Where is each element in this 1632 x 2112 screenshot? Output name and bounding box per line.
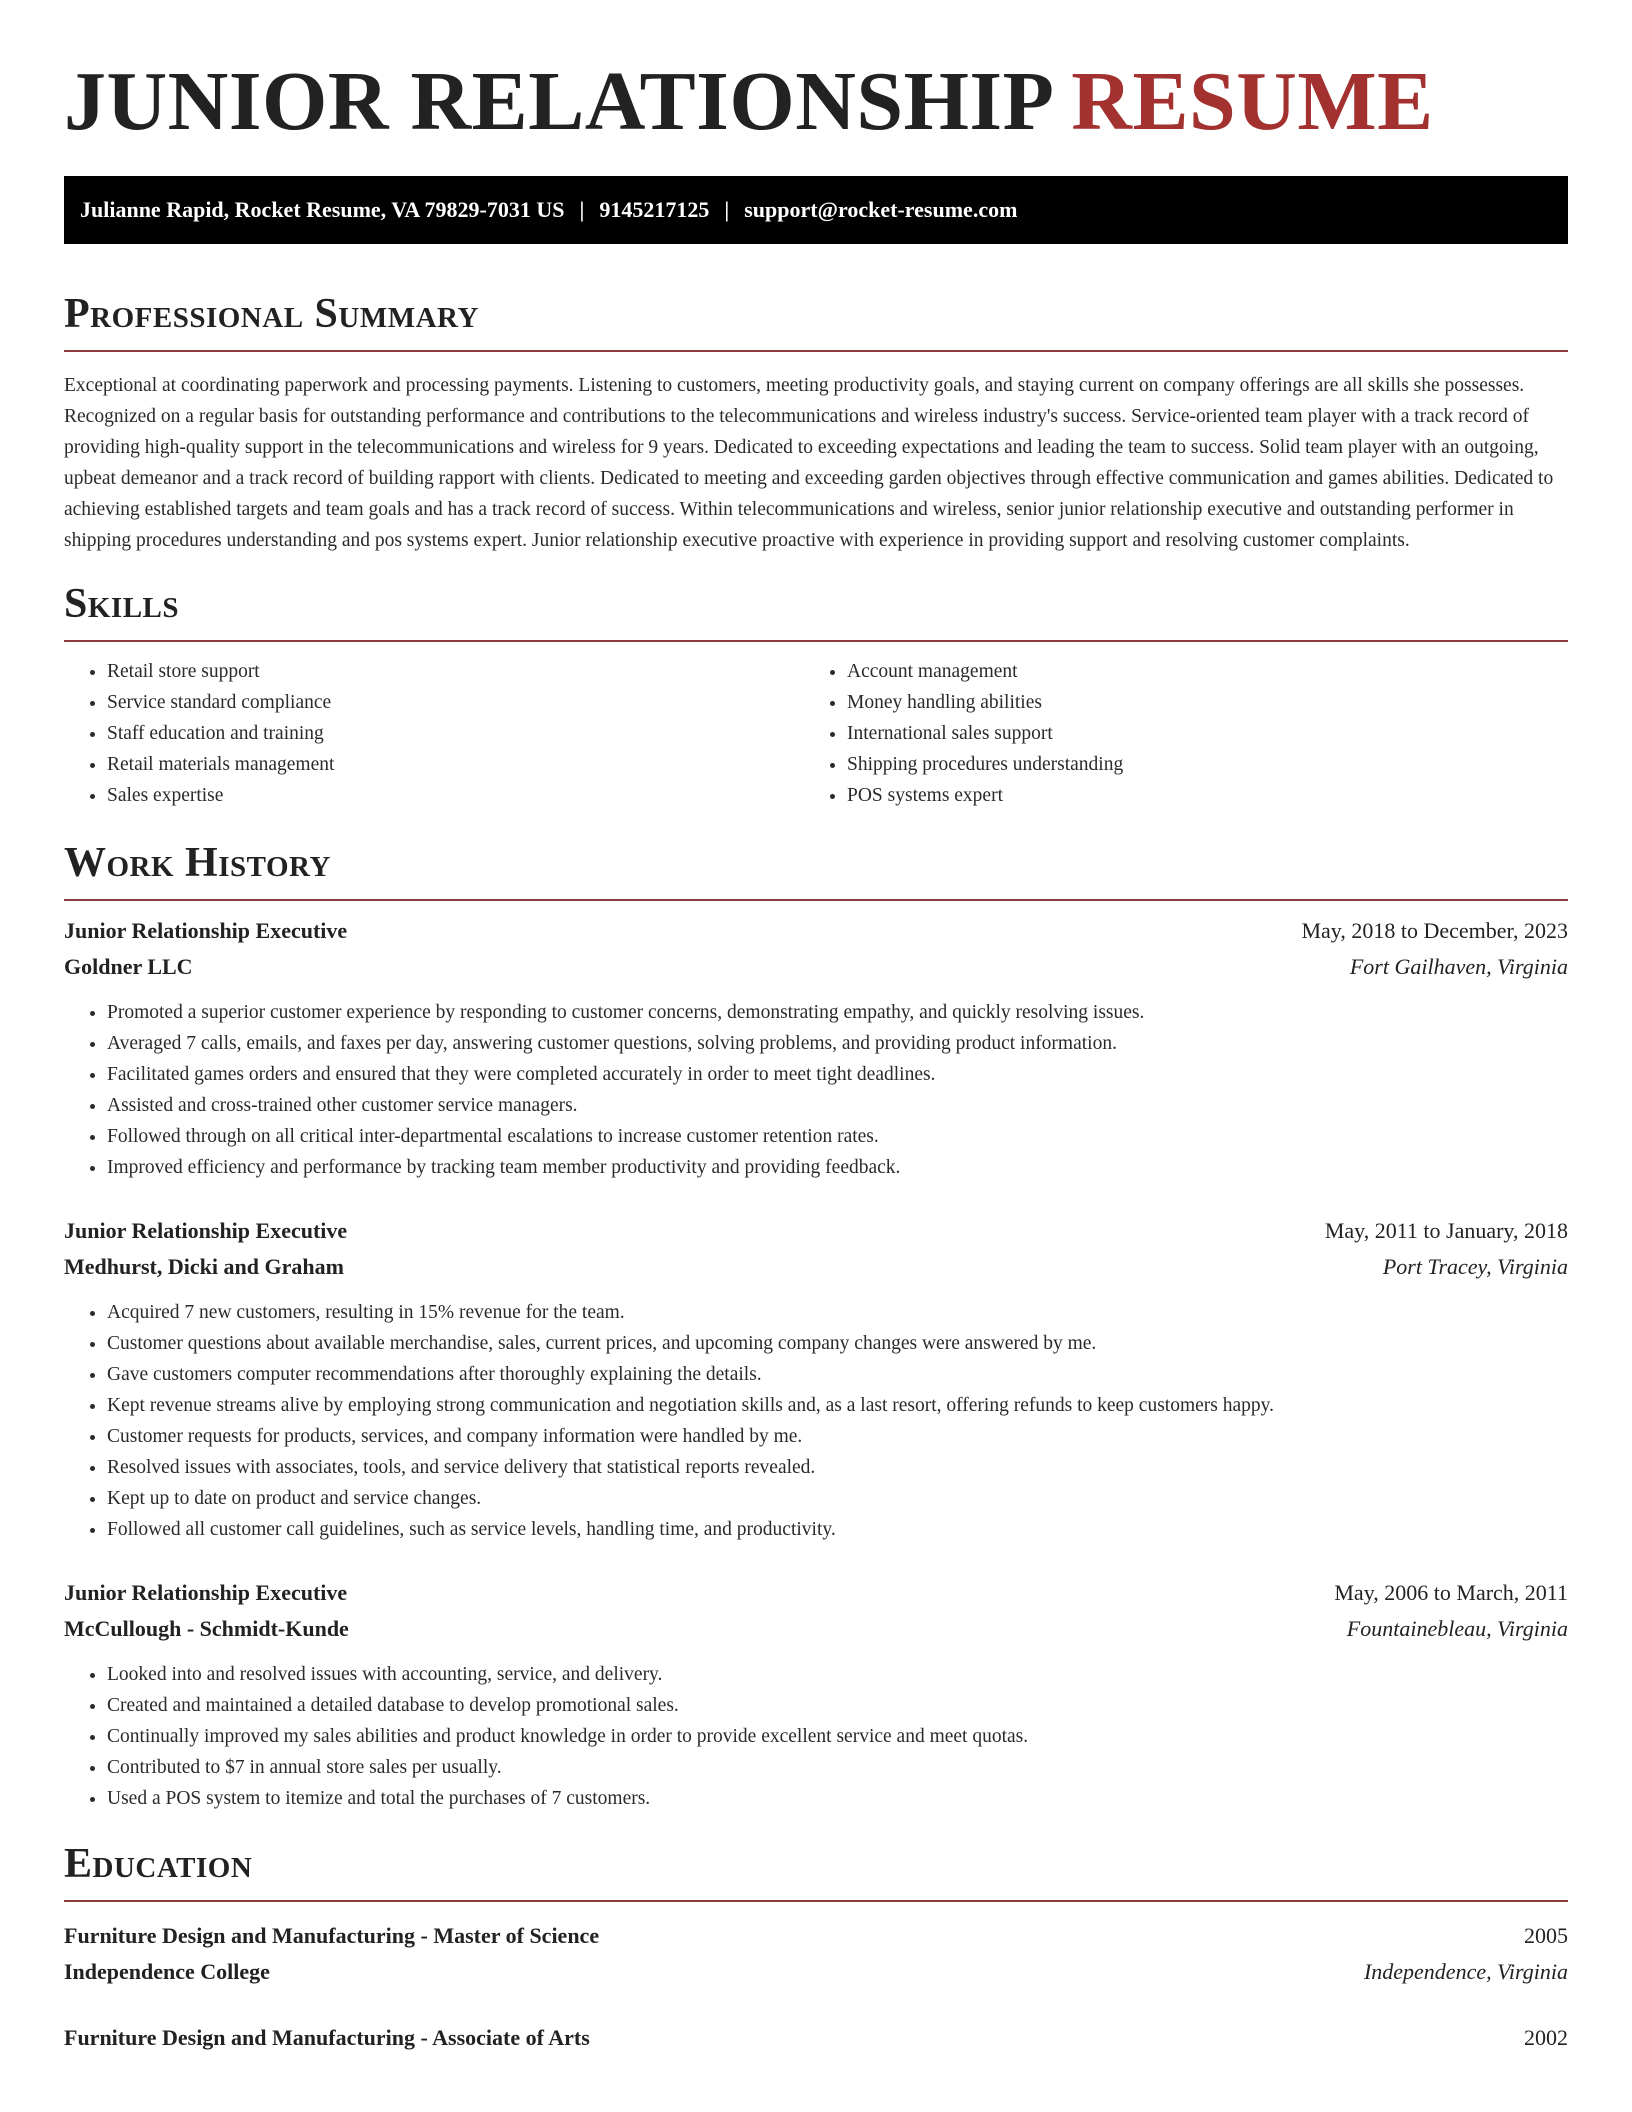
job-bullets (64, 1297, 1568, 1545)
job-bullet: • Acquired 7 new customers, resulting in 15% revenue for the team. (107, 1297, 1568, 1328)
skill-item: • Account management (847, 656, 1544, 687)
job-title: Junior Relationship Executive (64, 1580, 348, 1605)
job-bullet: • Facilitated games orders and ensured that they were completed accurately in order to meet tight deadlines. (107, 1059, 1568, 1090)
resume-title (64, 0, 1568, 152)
job-bullet: • Resolved issues with associates, tools, and service delivery that statistical reports revealed. (107, 1452, 1568, 1483)
contact-separator: | (579, 197, 585, 222)
job-dates: May, 2018 to December, 2023 (1301, 918, 1568, 943)
section-divider (64, 899, 1568, 901)
job-bullet: • Averaged 7 calls, emails, and faxes per day, answering customer questions, solving problems, and providing product information. (107, 1028, 1568, 1059)
education-header (64, 2020, 1568, 2056)
contact-email: support@rocket-resume.com (744, 197, 1018, 222)
contact-phone: 9145217125 (599, 197, 710, 222)
education-school: Independence College (64, 1959, 270, 1984)
skill-item: • Service standard compliance (107, 687, 804, 718)
skill-item: • Staff education and training (107, 718, 804, 749)
education-entry (64, 2020, 1568, 2056)
job-company: Medhurst, Dicki and Graham (64, 1254, 344, 1279)
section-divider (64, 640, 1568, 642)
job-title: Junior Relationship Executive (64, 918, 348, 943)
job-bullet: • Assisted and cross-trained other customer service managers. (107, 1090, 1568, 1121)
skill-item: • Money handling abilities (847, 687, 1544, 718)
job-bullet: • Contributed to $7 in annual store sales per usually. (107, 1752, 1568, 1783)
job-company: McCullough - Schmidt-Kunde (64, 1616, 349, 1641)
job-bullet: • Customer questions about available merchandise, sales, current prices, and upcoming company changes were answered by me. (107, 1328, 1568, 1359)
job-entry (64, 1575, 1568, 1814)
summary-text: Exceptional at coordinating paperwork and processing payments. Listening to customers, meeting productivity goals, and staying current on company offerings are all skills she possesses. Recognized on a regular basis for outstanding performance and contributions to the telecommunications and wireless industry's success. Service-oriented team player with a track record of providing high-quality support in the telecommunications and wireless for 9 years. Dedicated to exceeding expectations and leading the team to success. Solid team player with an outgoing, upbeat demeanor and a track record of building rapport with clients. Dedicated to meeting and exceeding garden objectives through effective communication and games abilities. Dedicated to achieving established targets and team goals and has a track record of success. Within telecommunications and wireless, senior junior relationship executive and outstanding performer in shipping procedures understanding and pos systems expert. Junior relationship executive proactive with experience in providing support and resolving customer complaints. (64, 375, 1554, 551)
job-entry (64, 1213, 1568, 1545)
title-primary: JUNIOR RELATIONSHIP (64, 55, 1050, 148)
job-bullet: • Kept revenue streams alive by employing strong communication and negotiation skills and, as a last resort, offering refunds to keep customers happy. (107, 1390, 1568, 1421)
work-heading: Work History (64, 840, 331, 886)
job-bullet: • Customer requests for products, services, and company information were handled by me. (107, 1421, 1568, 1452)
skills-list-right (804, 656, 1544, 811)
education-location: Independence, Virginia (1363, 1959, 1568, 1984)
job-dates: May, 2006 to March, 2011 (1334, 1580, 1568, 1605)
job-subheader (64, 949, 1568, 985)
education-header (64, 1918, 1568, 1954)
job-bullet: • Created and maintained a detailed database to develop promotional sales. (107, 1690, 1568, 1721)
skill-item: • Shipping procedures understanding (847, 749, 1544, 780)
contact-bar (64, 176, 1568, 244)
education-entry (64, 1918, 1568, 1990)
job-location: Fountainebleau, Virginia (1346, 1616, 1568, 1641)
job-bullet: • Used a POS system to itemize and total the purchases of 7 customers. (107, 1783, 1568, 1814)
resume-page (64, 0, 1568, 2056)
job-company: Goldner LLC (64, 954, 193, 979)
section-divider (64, 350, 1568, 352)
job-location: Port Tracey, Virginia (1382, 1254, 1568, 1279)
job-bullets (64, 997, 1568, 1183)
job-header (64, 1575, 1568, 1611)
contact-separator: | (724, 197, 730, 222)
education-subheader (64, 1954, 1568, 1990)
job-bullet: • Improved efficiency and performance by tracking team member productivity and providing feedback. (107, 1152, 1568, 1183)
job-location: Fort Gailhaven, Virginia (1349, 954, 1568, 979)
job-subheader (64, 1249, 1568, 1285)
skill-item: • POS systems expert (847, 780, 1544, 811)
education-section (64, 1838, 1568, 2056)
education-year: 2005 (1524, 1923, 1568, 1948)
job-bullet: • Looked into and resolved issues with accounting, service, and delivery. (107, 1659, 1568, 1690)
job-title: Junior Relationship Executive (64, 1218, 348, 1243)
job-header (64, 1213, 1568, 1249)
job-entry (64, 913, 1568, 1183)
skill-item: • International sales support (847, 718, 1544, 749)
skills-list-left (64, 656, 804, 811)
education-heading: Education (64, 1841, 253, 1887)
job-header (64, 913, 1568, 949)
job-bullet: • Kept up to date on product and service changes. (107, 1483, 1568, 1514)
skills-heading: Skills (64, 581, 180, 627)
job-bullet: • Followed through on all critical inter-departmental escalations to increase customer retention rates. (107, 1121, 1568, 1152)
education-year: 2002 (1524, 2025, 1568, 2050)
skill-item: • Sales expertise (107, 780, 804, 811)
summary-section (64, 288, 1568, 556)
job-bullet: • Gave customers computer recommendations after thoroughly explaining the details. (107, 1359, 1568, 1390)
skill-item: • Retail store support (107, 656, 804, 687)
work-section (64, 837, 1568, 1814)
skill-item: • Retail materials management (107, 749, 804, 780)
job-bullet: • Continually improved my sales abilities and product knowledge in order to provide excellent service and meet quotas. (107, 1721, 1568, 1752)
job-dates: May, 2011 to January, 2018 (1324, 1218, 1568, 1243)
title-accent: RESUME (1071, 55, 1434, 148)
contact-address: Julianne Rapid, Rocket Resume, VA 79829-7031 US (80, 197, 565, 222)
job-bullet: • Followed all customer call guidelines, such as service levels, handling time, and productivity. (107, 1514, 1568, 1545)
job-bullets (64, 1659, 1568, 1814)
education-degree: Furniture Design and Manufacturing - Master of Science (64, 1923, 600, 1948)
education-degree: Furniture Design and Manufacturing - Associate of Arts (64, 2025, 590, 2050)
summary-heading: Professional Summary (64, 291, 479, 337)
skills-columns (64, 656, 1568, 811)
section-divider (64, 1900, 1568, 1902)
job-subheader (64, 1611, 1568, 1647)
skills-section (64, 578, 1568, 811)
job-bullet: • Promoted a superior customer experience by responding to customer concerns, demonstrating empathy, and quickly resolving issues. (107, 997, 1568, 1028)
